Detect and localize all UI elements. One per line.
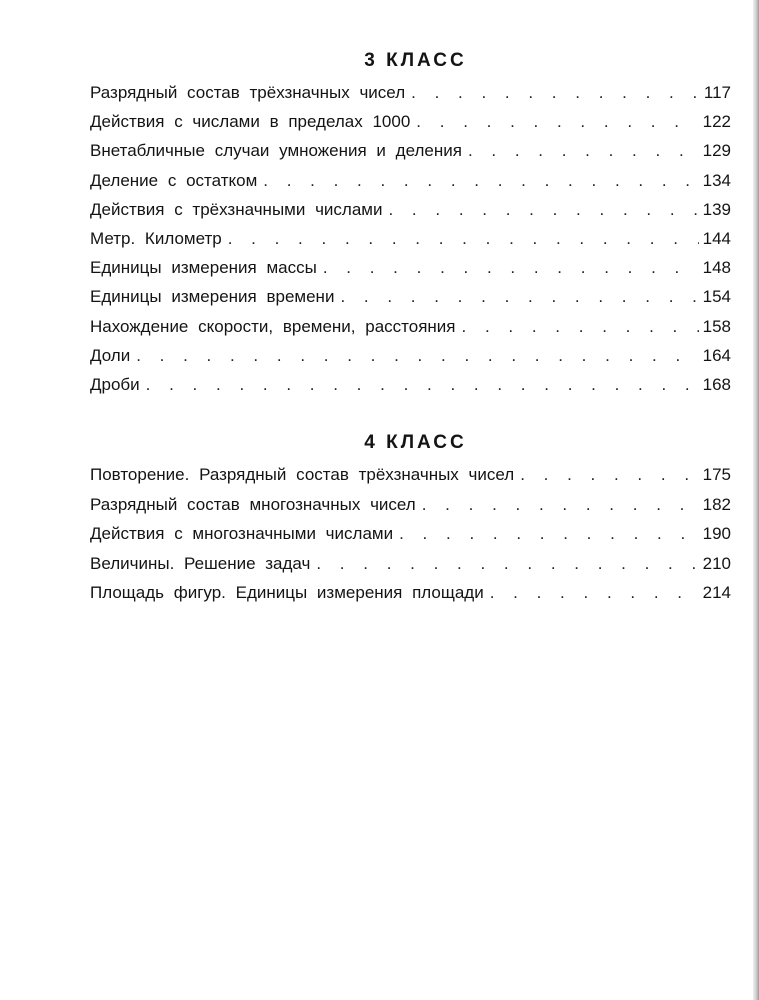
dot-leader	[222, 229, 699, 249]
dot-leader	[257, 171, 698, 191]
dot-leader	[462, 141, 699, 161]
toc-entry-page: 164	[702, 345, 731, 365]
toc-entry[interactable]	[90, 287, 731, 316]
toc-entry-title: Разрядный состав трёхзначных чисел	[90, 83, 406, 102]
toc-entry[interactable]	[90, 171, 731, 200]
dot-leader	[140, 375, 699, 395]
toc-entry-page: 134	[702, 170, 731, 190]
toc-entry-page: 182	[702, 494, 731, 514]
toc-entry-page: 154	[702, 287, 731, 307]
toc-entry[interactable]	[90, 229, 731, 258]
toc-entry-page: 144	[702, 228, 731, 248]
toc-entry-page: 175	[702, 465, 731, 484]
toc-entry-title: Действия с трёхзначными числами	[90, 199, 383, 219]
dot-leader	[484, 583, 699, 603]
section-title: 4 КЛАСС	[364, 432, 467, 453]
toc-entry[interactable]	[90, 554, 731, 584]
toc-section-grade-4	[90, 430, 731, 613]
toc-entry-page: 168	[702, 374, 731, 394]
toc-entry-title: Дроби	[90, 374, 140, 394]
toc-entry-page: 148	[702, 258, 731, 278]
toc-entry-page: 117	[703, 83, 731, 102]
section-title: 3 КЛАСС	[364, 50, 467, 71]
toc-entry-title: Метр. Километр	[90, 228, 222, 248]
dot-leader	[456, 317, 699, 337]
dot-leader	[130, 346, 698, 366]
toc-entry-title: Разрядный состав многозначных чисел	[90, 494, 416, 514]
toc-list	[90, 465, 731, 613]
toc-entry-title: Повторение. Разрядный состав трёхзначных чисел	[90, 465, 515, 484]
toc-entry[interactable]	[90, 317, 731, 346]
dot-leader	[410, 112, 698, 132]
toc-entry-page: 129	[702, 141, 731, 161]
toc-entry[interactable]	[90, 112, 731, 141]
toc-entry-title: Доли	[90, 345, 131, 365]
toc-list	[90, 83, 731, 404]
toc-entry[interactable]	[90, 465, 731, 495]
page-edge-shadow	[753, 0, 759, 1000]
toc-entry[interactable]	[90, 83, 731, 112]
dot-leader	[334, 287, 698, 307]
dot-leader	[317, 258, 699, 278]
toc-entry[interactable]	[90, 258, 731, 287]
toc-entry[interactable]	[90, 346, 731, 375]
toc-entry-title: Нахождение скорости, времени, расстояния	[90, 316, 456, 336]
toc-entry-page: 122	[702, 112, 731, 132]
dot-leader	[416, 495, 699, 515]
toc-entry-title: Действия с числами в пределах 1000	[90, 112, 411, 132]
toc-entry-page: 139	[702, 199, 731, 219]
dot-leader	[405, 83, 700, 103]
toc-entry-title: Величины. Решение задач	[90, 553, 311, 573]
toc-entry-page: 190	[702, 524, 731, 543]
toc-entry-title: Площадь фигур. Единицы измерения площади	[90, 583, 484, 602]
toc-entry-page: 158	[702, 316, 731, 336]
toc-section-grade-3	[90, 48, 731, 404]
dot-leader	[382, 200, 698, 220]
toc-entry[interactable]	[90, 200, 731, 229]
toc-entry-title: Действия с многозначными числами	[90, 524, 394, 543]
toc-entry-title: Деление с остатком	[90, 170, 258, 190]
toc-entry-title: Единицы измерения времени	[90, 287, 335, 307]
toc-entry-title: Единицы измерения массы	[90, 258, 317, 278]
toc-entry-title: Внетабличные случаи умножения и деления	[90, 141, 462, 161]
toc-entry[interactable]	[90, 141, 731, 170]
dot-leader	[310, 554, 698, 574]
dot-leader	[514, 465, 698, 485]
dot-leader	[393, 524, 699, 544]
toc-entry[interactable]	[90, 583, 731, 613]
toc-entry-page: 214	[702, 583, 731, 602]
toc-entry[interactable]	[90, 375, 731, 404]
toc-entry[interactable]	[90, 524, 731, 554]
toc-entry[interactable]	[90, 495, 731, 525]
toc-entry-page: 210	[702, 553, 731, 573]
